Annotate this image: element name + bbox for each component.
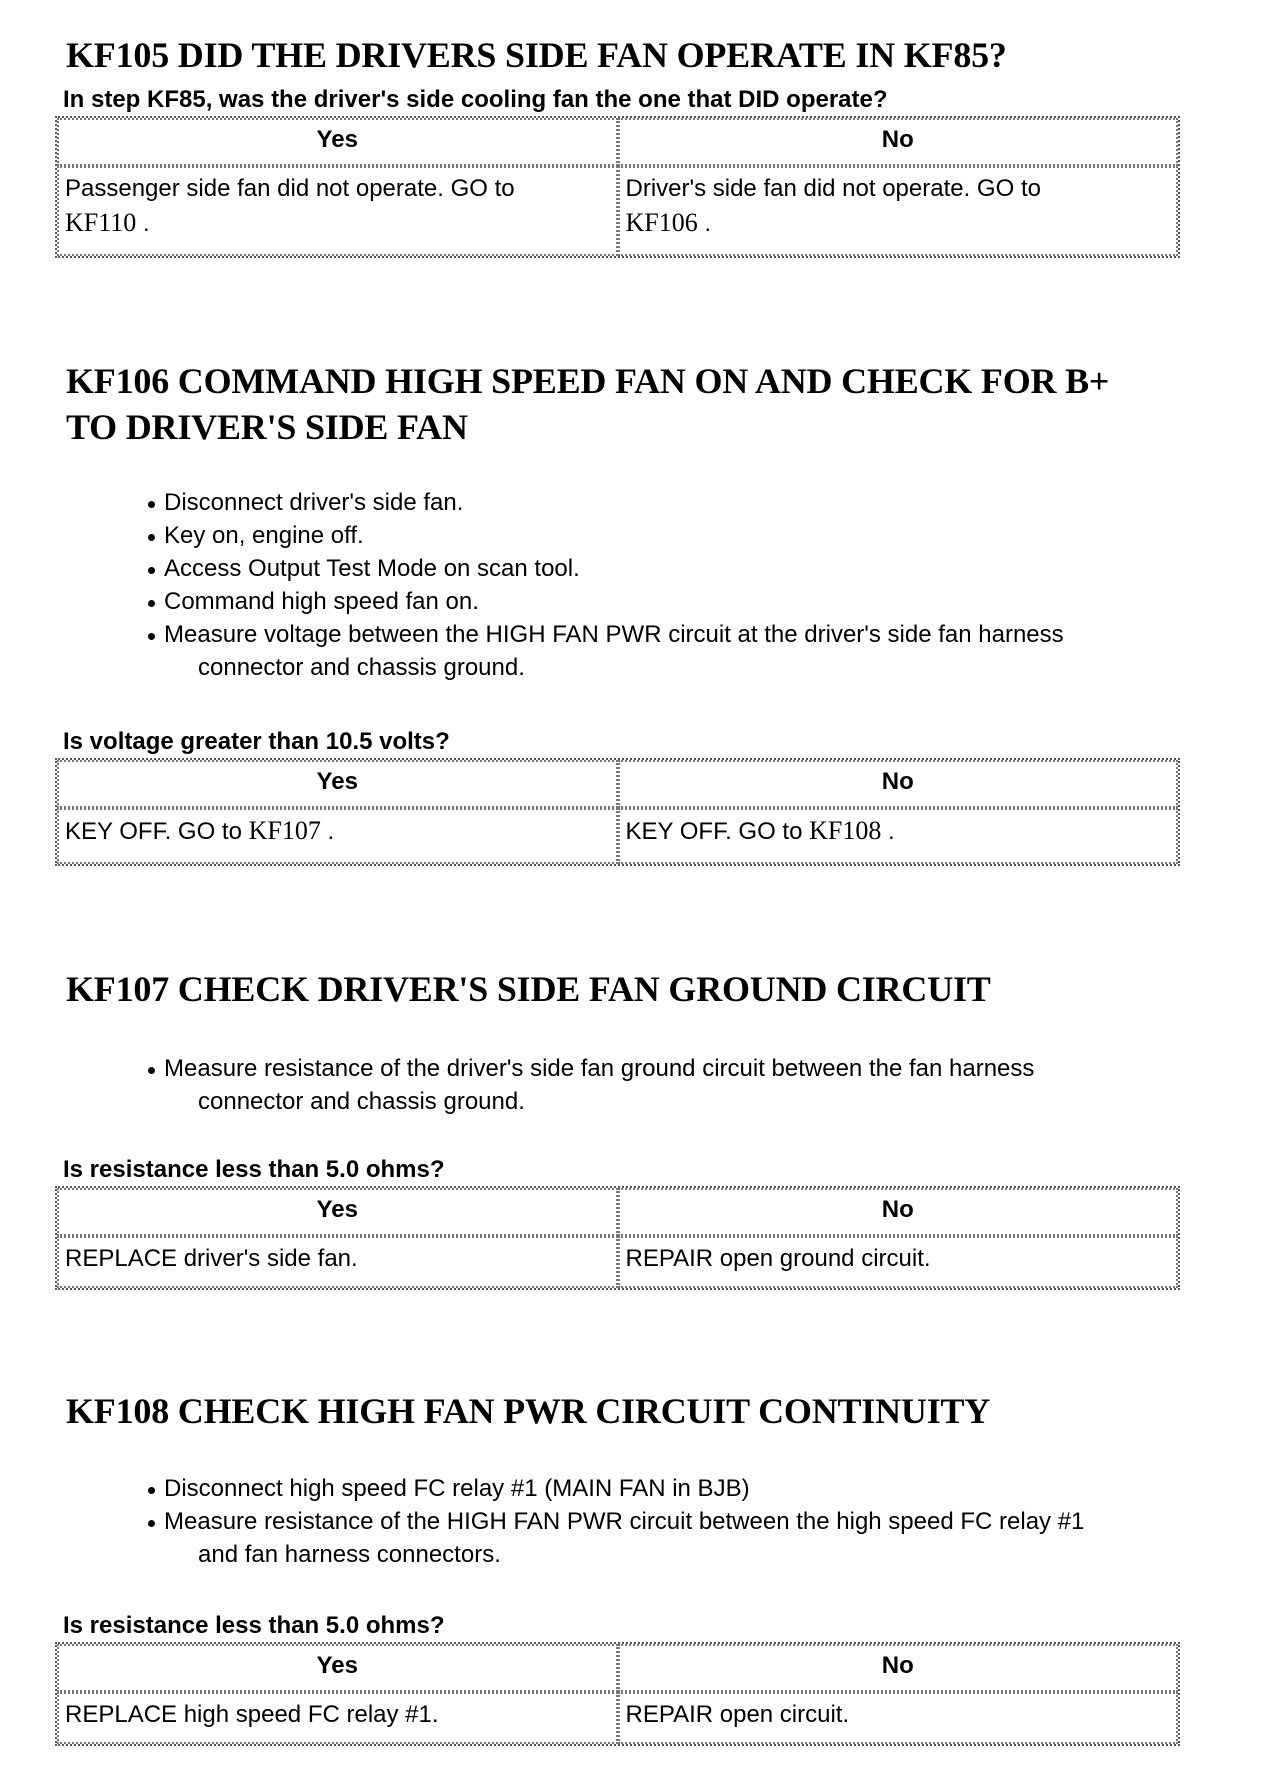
bullet-icon bbox=[148, 534, 155, 541]
list-item-continuation: connector and chassis ground. bbox=[198, 1088, 525, 1115]
yes-cell-text: Passenger side fan did not operate. GO to bbox=[65, 175, 515, 202]
bullet-icon bbox=[148, 1067, 155, 1074]
yes-cell-link-kf110[interactable]: KF110 bbox=[65, 208, 137, 237]
list-item: Measure voltage between the HIGH FAN PWR circuit at the driver's side fan harness connector and chassis ground. bbox=[148, 618, 1258, 684]
result-table-kf107 bbox=[55, 1186, 1180, 1290]
question-kf105: In step KF85, was the driver's side cooling fan the one that DID operate? bbox=[63, 86, 888, 113]
table-header-row bbox=[57, 118, 1178, 166]
no-header: No bbox=[618, 118, 1179, 166]
list-item: Key on, engine off. bbox=[148, 519, 1258, 552]
list-item: Disconnect high speed FC relay #1 (MAIN FAN in BJB) bbox=[148, 1472, 1258, 1505]
yes-cell-link-kf107[interactable]: KF107 bbox=[248, 816, 321, 845]
table-row bbox=[57, 1692, 1178, 1744]
no-cell: KEY OFF. GO to KF108 . bbox=[618, 808, 1179, 864]
question-kf106: Is voltage greater than 10.5 volts? bbox=[63, 728, 450, 755]
question-kf108: Is resistance less than 5.0 ohms? bbox=[63, 1612, 445, 1639]
no-cell: Driver's side fan did not operate. GO to KF106 . bbox=[618, 166, 1179, 256]
list-item: Command high speed fan on. bbox=[148, 585, 1258, 618]
no-cell-text: KEY OFF. GO to bbox=[625, 818, 803, 845]
table-row bbox=[57, 166, 1178, 256]
step-title-kf107: KF107 CHECK DRIVER'S SIDE FAN GROUND CIRCUIT bbox=[66, 969, 991, 1009]
no-cell-link-kf108[interactable]: KF108 bbox=[809, 816, 882, 845]
step-title-kf106 bbox=[66, 358, 1109, 450]
result-table-kf105 bbox=[55, 116, 1180, 258]
step-title-kf108: KF108 CHECK HIGH FAN PWR CIRCUIT CONTINUITY bbox=[66, 1391, 991, 1431]
yes-cell-text: KEY OFF. GO to bbox=[65, 818, 242, 845]
table-header-row bbox=[57, 1644, 1178, 1692]
result-table-kf106 bbox=[55, 758, 1180, 866]
list-item: Disconnect driver's side fan. bbox=[148, 486, 1258, 519]
bullet-icon bbox=[148, 600, 155, 607]
table-row bbox=[57, 1236, 1178, 1288]
no-cell: REPAIR open ground circuit. bbox=[618, 1236, 1179, 1288]
no-header: No bbox=[618, 760, 1179, 808]
table-header-row bbox=[57, 1188, 1178, 1236]
yes-cell: REPLACE driver's side fan. bbox=[57, 1236, 618, 1288]
result-table-kf108 bbox=[55, 1642, 1180, 1746]
yes-header: Yes bbox=[57, 1188, 618, 1236]
instruction-list-kf107 bbox=[148, 1052, 1258, 1118]
question-kf107: Is resistance less than 5.0 ohms? bbox=[63, 1156, 445, 1183]
bullet-icon bbox=[148, 1520, 155, 1527]
step-title-kf105: KF105 DID THE DRIVERS SIDE FAN OPERATE IN KF85? bbox=[66, 35, 1007, 75]
list-item: Access Output Test Mode on scan tool. bbox=[148, 552, 1258, 585]
no-header: No bbox=[618, 1188, 1179, 1236]
yes-header: Yes bbox=[57, 1644, 618, 1692]
no-cell-text: Driver's side fan did not operate. GO to bbox=[625, 175, 1041, 202]
yes-cell: Passenger side fan did not operate. GO to KF110 . bbox=[57, 166, 618, 256]
list-item-continuation: connector and chassis ground. bbox=[198, 654, 525, 681]
list-item-continuation: and fan harness connectors. bbox=[198, 1541, 501, 1568]
no-cell: REPAIR open circuit. bbox=[618, 1692, 1179, 1744]
bullet-icon bbox=[148, 501, 155, 508]
no-header: No bbox=[618, 1644, 1179, 1692]
list-item: Measure resistance of the HIGH FAN PWR circuit between the high speed FC relay #1 and fan harness connectors. bbox=[148, 1505, 1258, 1571]
instruction-list-kf108 bbox=[148, 1472, 1258, 1571]
bullet-icon bbox=[148, 1487, 155, 1494]
list-item: Measure resistance of the driver's side fan ground circuit between the fan harness connector and chassis ground. bbox=[148, 1052, 1258, 1118]
yes-header: Yes bbox=[57, 760, 618, 808]
table-header-row bbox=[57, 760, 1178, 808]
step-title-kf106-line2: TO DRIVER'S SIDE FAN bbox=[66, 407, 468, 447]
no-cell-link-kf106[interactable]: KF106 bbox=[625, 208, 698, 237]
yes-cell: REPLACE high speed FC relay #1. bbox=[57, 1692, 618, 1744]
yes-header: Yes bbox=[57, 118, 618, 166]
yes-cell: KEY OFF. GO to KF107 . bbox=[57, 808, 618, 864]
bullet-icon bbox=[148, 633, 155, 640]
step-title-kf106-line1: KF106 COMMAND HIGH SPEED FAN ON AND CHECK FOR B+ bbox=[66, 361, 1110, 401]
instruction-list-kf106 bbox=[148, 486, 1258, 684]
table-row bbox=[57, 808, 1178, 864]
bullet-icon bbox=[148, 567, 155, 574]
